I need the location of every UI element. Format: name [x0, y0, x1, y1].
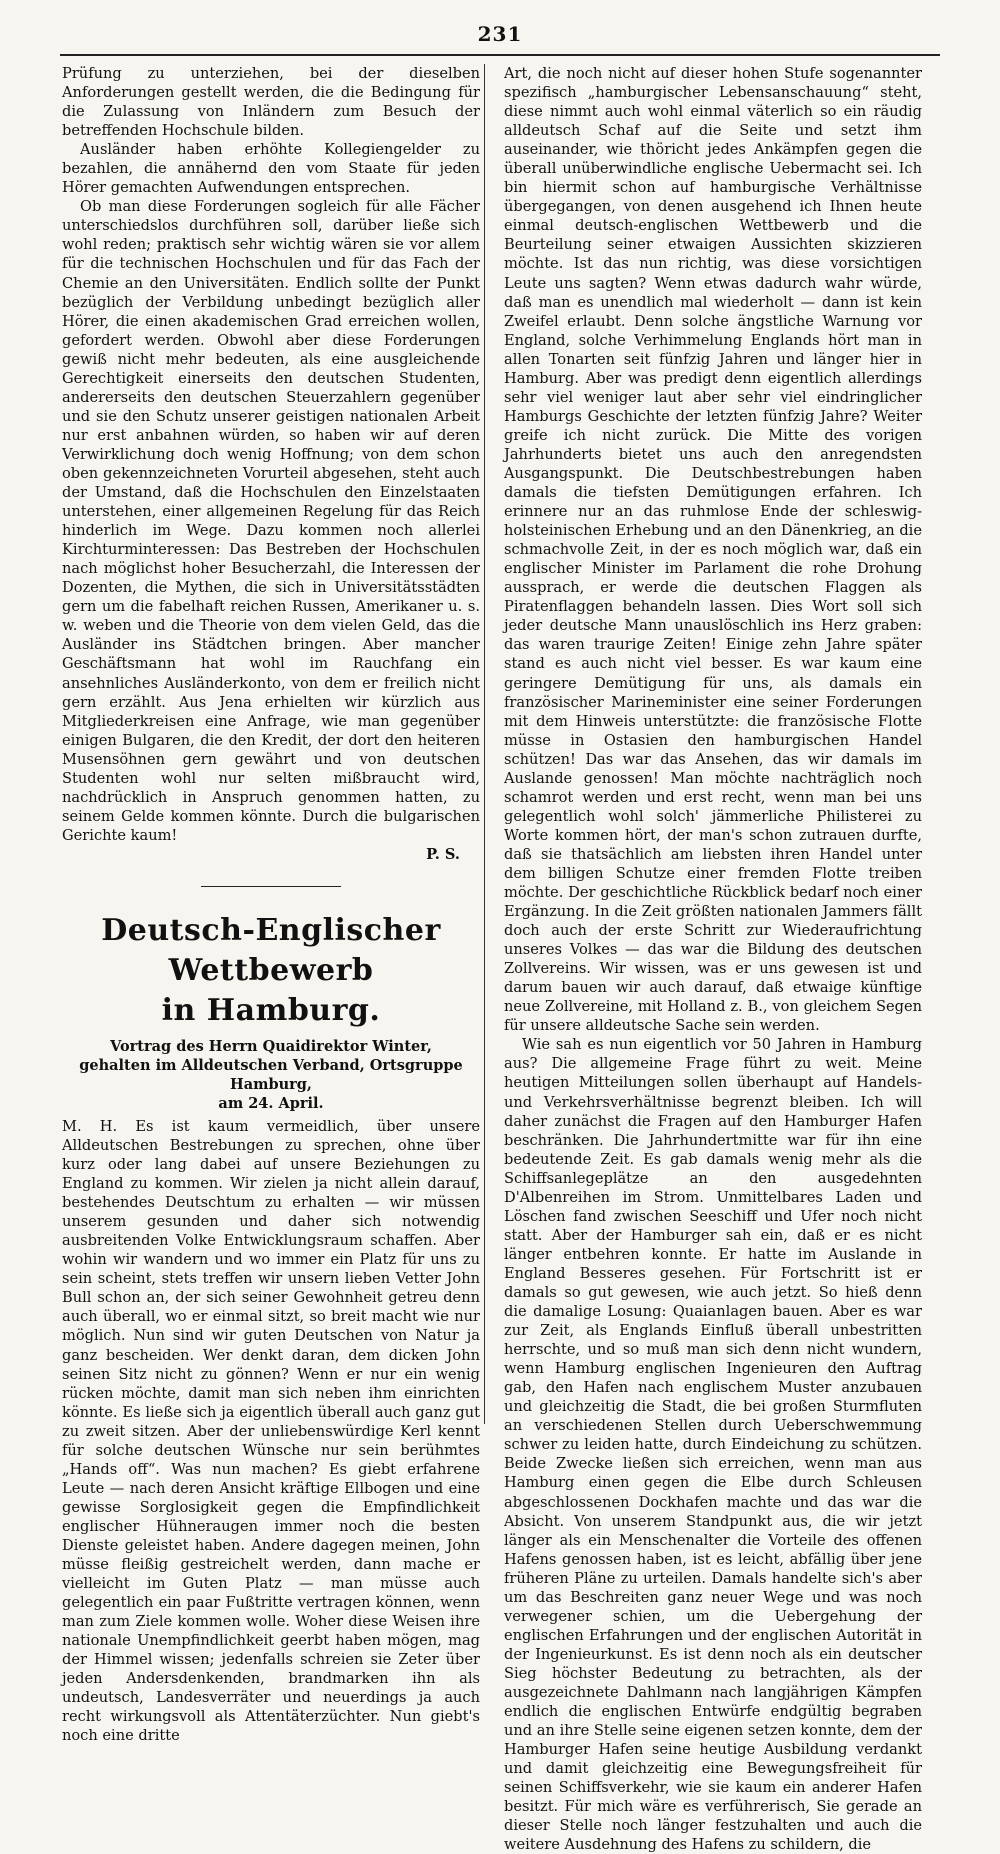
column-divider	[484, 64, 485, 1424]
right-paragraph-1: Art, die noch nicht auf dieser hohen Stufe sogenannter spezifisch „hamburgischer Lebensanschauung“ steht, diese nimmt auch wohl einmal väterlich so ein räudig alldeutsch Schaf auf die Seite und setzt ihm auseinander, wie thöricht jedes Ankämpfen gegen die überall unüberwindliche englische Uebermacht sei. Ich bin hiermit schon auf hamburgische Verhältnisse übergegangen, von denen ausgehend ich Ihnen heute einmal deutsch-englischen Wettbewerb und die Beurteilung seiner etwaigen Aussichten skizzieren möchte. Ist das nun richtig, was diese vorsichtigen Leute uns sagten? Wenn etwas dadurch wahr würde, daß man es unendlich mal wiederholt — dann ist kein Zweifel erlaubt. Denn solche ängstliche Warnung vor England, solche Verhimmelung Englands hört man in allen Tonarten seit fünfzig Jahren und länger hier in Hamburg. Aber was predigt denn eigentlich allerdings sehr viel weniger laut aber sehr viel eindringlicher Hamburgs Geschichte der letzten fünfzig Jahre? Weiter greife ich nicht zurück. Die Mitte des vorigen Jahrhunderts bietet uns auch den anregendsten Ausgangspunkt. Die Deutschbestrebungen haben damals die tiefsten Demütigungen erfahren. Ich erinnere nur an das ruhmlose Ende der schleswig-holsteinischen Erhebung und an den Dänenkrieg, an die schmachvolle Zeit, in der es noch möglich war, daß ein englischer Minister im Parlament die rohe Drohung aussprach, er werde die deutschen Flaggen als Piratenflaggen behandeln lassen. Dies Wort soll sich jeder deutsche Mann unauslöschlich ins Herz graben: das waren traurige Zeiten! Einige zehn Jahre später stand es auch nicht viel besser. Es war kaum eine geringere Demütigung für uns, als damals ein französischer Marineminister eine seiner Forderungen mit dem Hinweis unterstützte: die französische Flotte müsse in Ostasien den hamburgischen Handel schützen! Das war das Ansehen, das wir damals im Auslande genossen! Man möchte nachträglich noch schamrot werden und erst recht, wenn man bei uns gelegentlich wohl solch' jämmerliche Philisterei zu Worte kommen hört, der man's schon zutrauen durfte, daß sie thatsächlich am liebsten ihren Handel unter dem billigen Schutze einer fremden Flotte treiben möchte. Der geschichtliche Rückblick bedarf noch einer Ergänzung. In die Zeit größten nationalen Jammers fällt doch auch der erste Schritt zur Wiederaufrichtung unseres Volkes — das war die Bildung des deutschen Zollvereins. Wir wissen, was er uns gewesen ist und darum bauen wir auch darauf, daß etwaige künftige neue Zollvereine, mit Holland z. B., von gleichem Segen für unsere alldeutsche Sache sein werden.	[504, 65, 922, 1035]
left-paragraph-1: Prüfung zu unterziehen, bei der dieselben Anforderungen gestellt werden, die die Bedingung für die Zulassung von Inländern zum Besuch der betreffenden Hochschule bilden.	[62, 65, 480, 140]
header-rule	[60, 54, 940, 56]
article-title-line-2: in Hamburg.	[161, 992, 381, 1028]
signature-line	[62, 845, 480, 864]
left-paragraph-2: Ausländer haben erhöhte Kollegiengelder zu bezahlen, die annähernd den vom Staate für jeden Hörer gemachten Aufwendungen entsprechen.	[62, 141, 480, 197]
subtitle-line-1: Vortrag des Herrn Quaidirektor Winter,	[110, 1037, 432, 1055]
left-paragraph-3: Ob man diese Forderungen sogleich für alle Fächer unterschiedslos durchführen soll, darüber ließe sich wohl reden; praktisch sehr wichtig wären sie vor allem für die technischen Hochschulen und für das Fach der Chemie an den Universitäten. Endlich sollte der Punkt bezüglich der Verbildung unbedingt bezüglich aller Hörer, die einen akademischen Grad erreichen wollen, gefordert werden. Obwohl aber diese Forderungen gewiß nicht mehr bedeuten, als eine ausgleichende Gerechtigkeit einerseits den deutschen Studenten, andererseits den deutschen Steuerzahlern gegenüber und sie den Schutz unserer geistigen nationalen Arbeit nur erst anbahnen würden, so haben wir auf deren Verwirklichung doch wenig Hoffnung; von dem schon oben gekennzeichneten Vorurteil abgesehen, steht auch der Umstand, daß die Hochschulen den Einzelstaaten unterstehen, einer allgemeinen Regelung für das Reich hinderlich im Wege. Dazu kommen noch allerlei Kirchturminteressen: Das Bestreben der Hochschulen nach möglichst hoher Besucherzahl, die Interessen der Dozenten, die Mythen, die sich in Universitätsstädten gern um die fabelhaft reichen Russen, Amerikaner u. s. w. weben und die Theorie von dem vielen Geld, das die Ausländer ins Städtchen bringen. Aber mancher Geschäftsmann hat wohl im Rauchfang ein ansehnliches Ausländerkonto, von dem er freilich nicht gern erzählt. Aus Jena erhielten wir kürzlich aus Mitgliederkreisen eine Anfrage, wie man gegenüber einigen Bulgaren, die den Kredit, der dort den heiteren Musensöhnen gern gewährt und von deutschen Studenten wohl nur selten mißbraucht wird, nachdrücklich in Anspruch genommen hatten, zu seinem Gelde kommen könnte. Durch die bulgarischen Gerichte kaum!	[62, 198, 480, 844]
subtitle-line-2: gehalten im Alldeutschen Verband, Ortsgruppe Hamburg,	[79, 1056, 463, 1093]
author-signature: P. S.	[426, 845, 460, 863]
right-column	[504, 64, 922, 1854]
article-body-start: M. H. Es ist kaum vermeidlich, über unsere Alldeutschen Bestrebungen zu sprechen, ohne über kurz oder lang dabei auf unsere Beziehungen zu England zu kommen. Wir zielen ja nicht allein darauf, bestehendes Deutschtum zu erhalten — wir müssen unserem gesunden und daher sich notwendig ausbreitenden Volke Entwicklungsraum schaffen. Aber wohin wir wandern und wo immer ein Platz für uns zu sein scheint, stets treffen wir unsern lieben Vetter John Bull schon an, der sich seiner Gewohnheit getreu denn auch überall, wo er einmal sitzt, so breit macht wie nur möglich. Nun sind wir guten Deutschen von Natur ja ganz bescheiden. Wer denkt daran, dem dicken John seinen Sitz nicht zu gönnen? Wenn er nur ein wenig rücken möchte, damit man sich neben ihm einrichten könnte. Es ließe sich ja eigentlich überall auch ganz gut zu zweit sitzen. Aber der unliebenswürdige Kerl kennt für solche deutschen Wünsche nur sein berühmtes „Hands off“. Was nun machen? Es giebt erfahrene Leute — nach deren Ansicht kräftige Ellbogen und eine gewisse Sorglosigkeit gegen die Empfindlichkeit englischer Hühneraugen immer noch die besten Dienste geleistet haben. Andere dagegen meinen, John müsse fleißig gestreichelt werden, dann mache er vielleicht im Guten Platz — man müsse auch gelegentlich ein paar Fußtritte vertragen können, wenn man zum Ziele kommen wolle. Woher diese Weisen ihre nationale Unempfindlichkeit geerbt haben mögen, mag der Himmel wissen; jedenfalls schreien sie Zeter über jeden Andersdenkenden, brandmarken ihn als undeutsch, Landesverräter und neuerdings ja auch recht wirkungsvoll als Attentäterzüchter. Nun giebt's noch eine dritte	[62, 1117, 480, 1745]
right-paragraph-2: Wie sah es nun eigentlich vor 50 Jahren in Hamburg aus? Die allgemeine Frage führt zu weit. Meine heutigen Mitteilungen sollen überhaupt auf Handels- und Verkehrsverhältnisse begrenzt bleiben. Ich will daher zunächst die Fragen auf den Hamburger Hafen beschränken. Die Jahrhundertmitte war für ihn eine bedeutende Zeit. Es gab damals wenig mehr als die Schiffsanlegeplätze an den ausgedehnten D'Albenreihen im Strom. Unmittelbares Laden und Löschen fand zwischen Seeschiff und Ufer noch nicht statt. Aber der Hamburger sah ein, daß er es nicht länger entbehren konnte. Er hatte im Auslande in England Besseres gesehen. Für Fortschritt ist er damals so gut gewesen, wie auch jetzt. So hieß denn die damalige Losung: Quaianlagen bauen. Aber es war zur Zeit, als Englands Einfluß überall unbestritten herrschte, und so muß man sich denn nicht wundern, wenn Hamburg englischen Ingenieuren den Auftrag gab, den Hafen nach englischem Muster anzubauen und gleichzeitig die Stadt, die bei großen Sturmfluten an verschiedenen Stellen durch Ueberschwemmung schwer zu leiden hatte, durch Eindeichung zu schützen. Beide Zwecke ließen sich erreichen, wenn man aus Hamburg einen gegen die Elbe durch Schleusen abgeschlossenen Dockhafen machte und das war die Absicht. Von unserem Standpunkt aus, die wir jetzt länger als ein Menschenalter die Vorteile des offenen Hafens genossen haben, ist es leicht, abfällig über jene früheren Pläne zu urteilen. Damals handelte sich's aber um das Beschreiten ganz neuer Wege und was noch verwegener schien, um die Uebergehung der englischen Erfahrungen und der englischen Autorität in der Ingenieurkunst. Es ist denn noch als ein deutscher Sieg höchster Bedeutung zu betrachten, als der ausgezeichnete Dahlmann nach langjährigen Kämpfen endlich die englischen Entwürfe endgültig begraben und an ihre Stelle seine eigenen setzen konnte, dem der Hamburger Hafen seine heutige Ausbildung verdankt und damit gleichzeitig eine Bewegungsfreiheit für seinen Schiffsverkehr, wie sie kaum ein anderer Hafen besitzt. Für mich wäre es verführerisch, Sie gerade an dieser Stelle noch länger festzuhalten und auch die weitere Ausdehnung des Hafens zu schildern, die	[504, 1036, 922, 1854]
page-number: 231	[477, 22, 523, 46]
article-title	[62, 911, 480, 1031]
left-column	[62, 64, 480, 1746]
article-subtitle	[62, 1037, 480, 1113]
article-title-line-1: Deutsch-Englischer Wettbewerb	[101, 912, 441, 988]
section-divider	[201, 886, 341, 887]
subtitle-line-3: am 24. April.	[218, 1094, 324, 1112]
